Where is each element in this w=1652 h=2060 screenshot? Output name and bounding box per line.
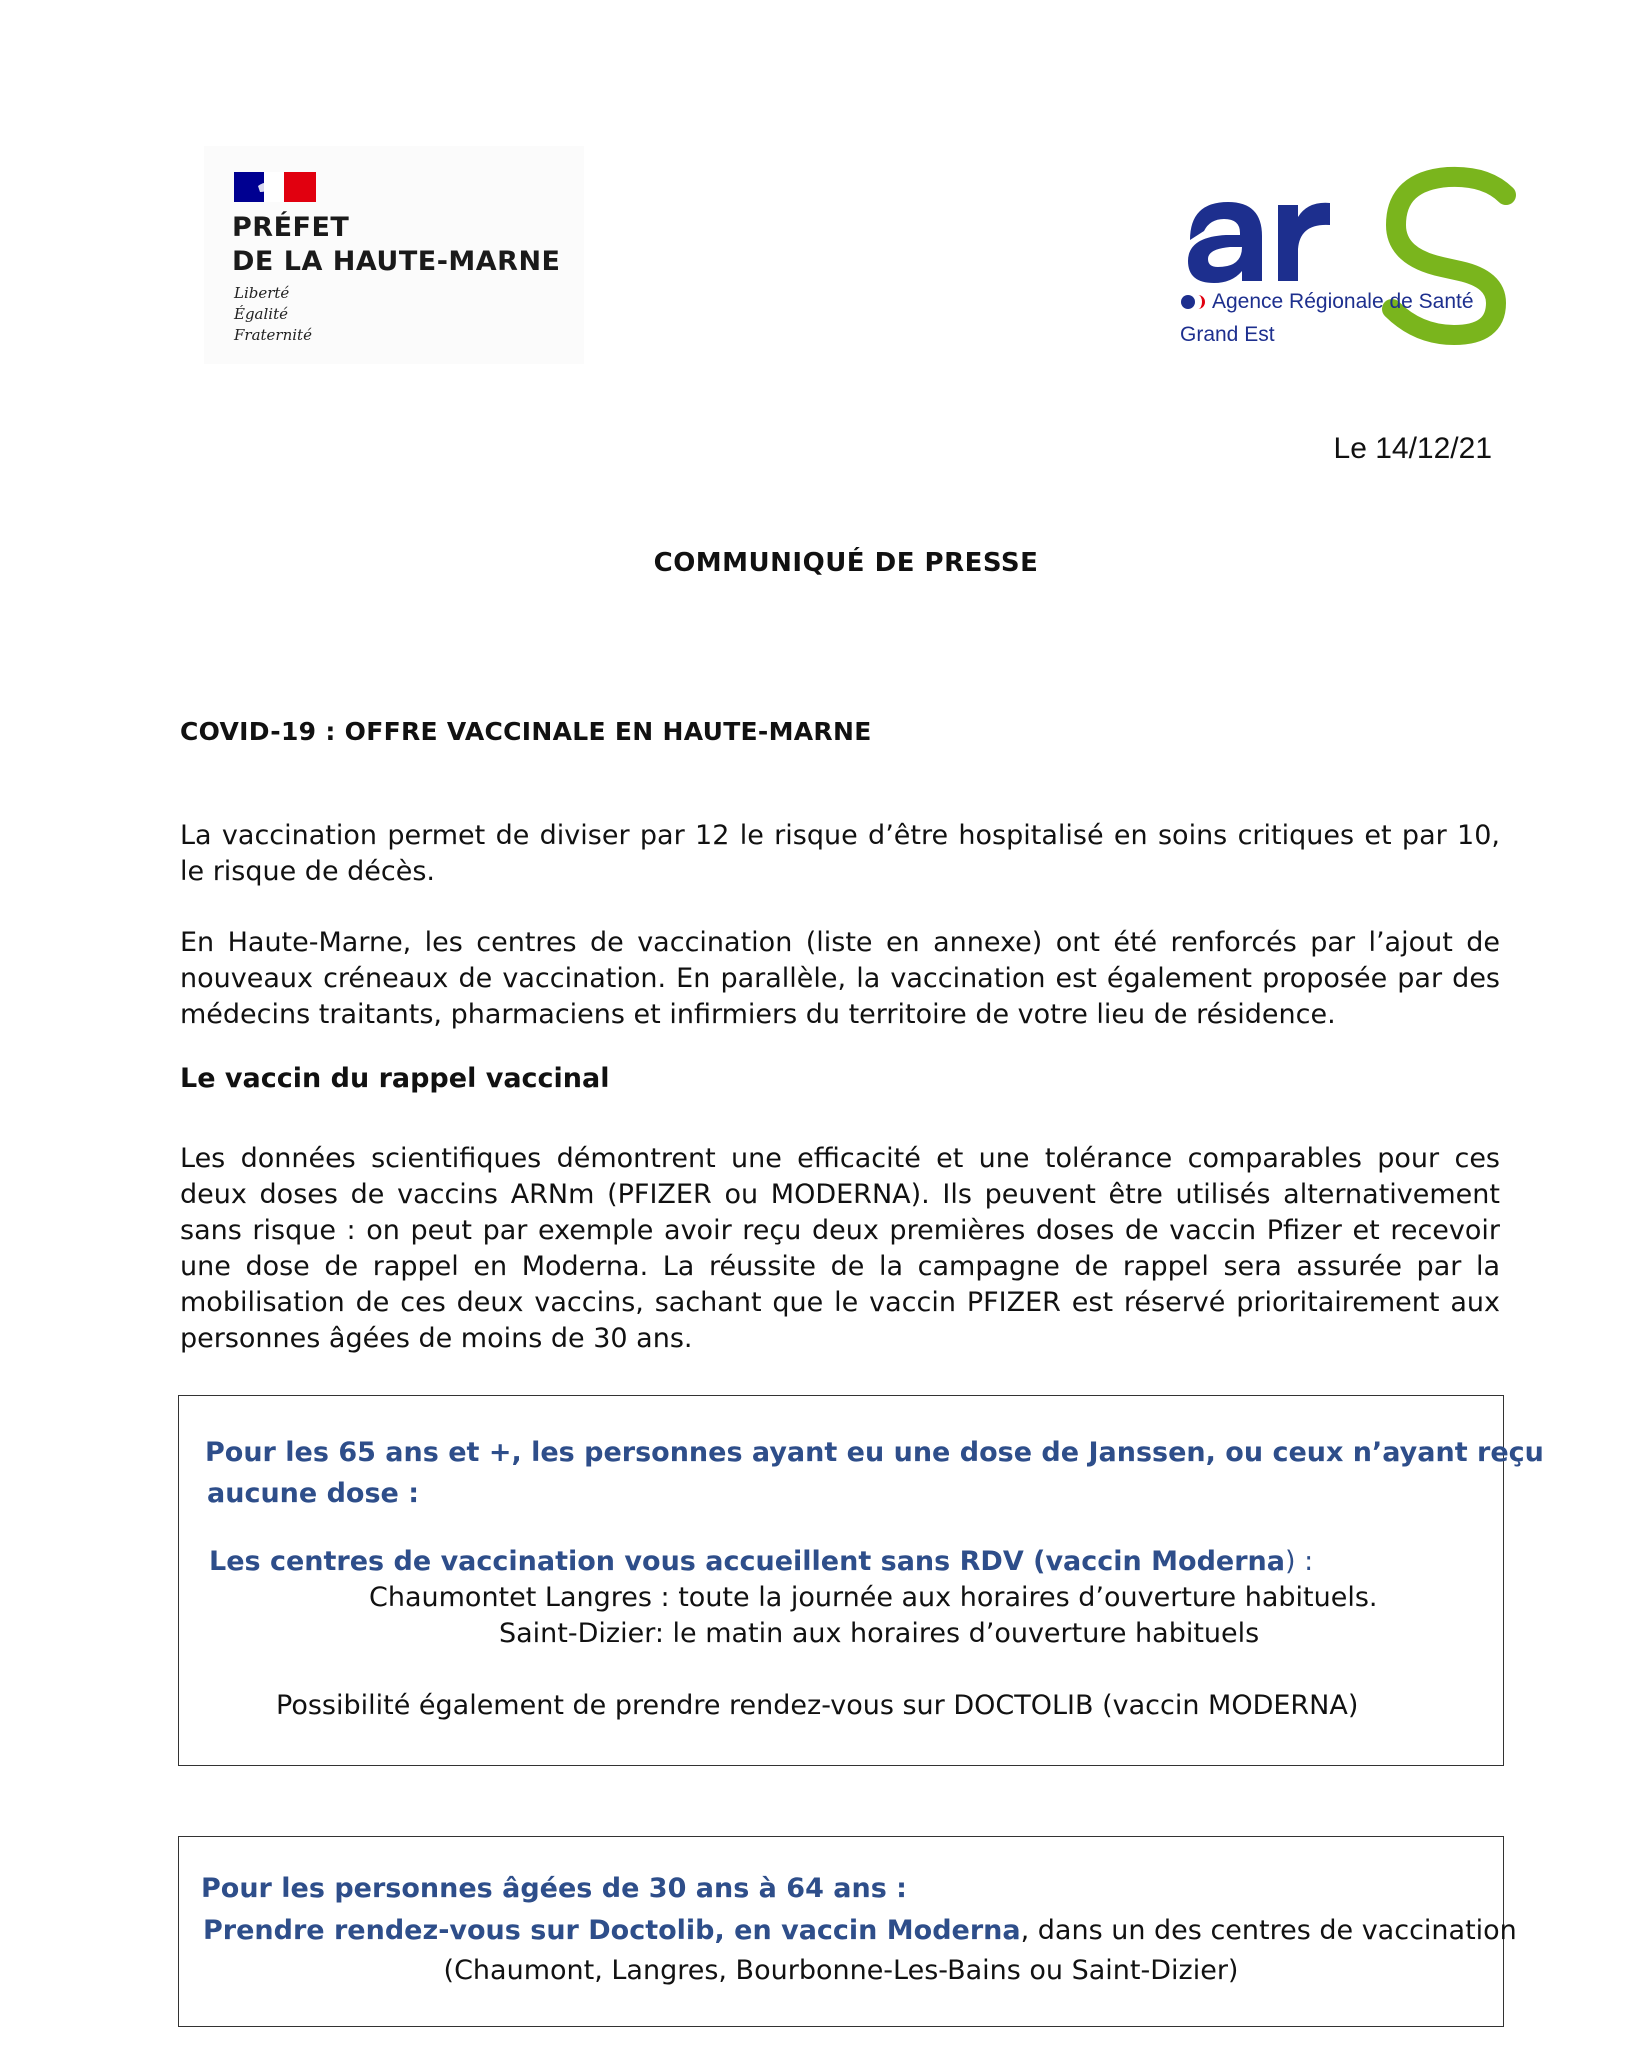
paragraph-risk: La vaccination permet de diviser par 12 le risque d’être hospitalisé en soins critiques et par 10, le risque de décès. xyxy=(180,820,1500,887)
box1-title-line1: Pour les 65 ans et +, les personnes ayant eu une dose de Janssen, ou ceux n’ayant reçu xyxy=(205,1437,1544,1468)
ars-logo xyxy=(1150,165,1510,385)
press-release-heading: COMMUNIQUÉ DE PRESSE xyxy=(653,548,1039,578)
ars-region: Grand Est xyxy=(1180,323,1275,346)
box1-centres-rest: ) : xyxy=(1284,1546,1314,1577)
prefet-motto-egalite: Égalité xyxy=(234,305,288,323)
french-flag-icon xyxy=(234,172,316,202)
info-box-30-64 xyxy=(178,1836,1517,2027)
ars-wordmark-icon xyxy=(1180,185,1380,285)
document-title: COVID-19 : OFFRE VACCINALE EN HAUTE-MARNE xyxy=(180,717,872,746)
box1-chaumont-langres: Chaumontet Langres : toute la journée aux horaires d’ouverture habituels. xyxy=(369,1582,1378,1613)
ars-agency-name: Agence Régionale de Santé xyxy=(1212,290,1474,313)
paragraph-centres: En Haute-Marne, les centres de vaccination (liste en annexe) ont été renforcés par l’ajout de nouveaux créneaux de vaccination. En parallèle, la vaccination est également proposée par des médecins traitants, pharmaciens et infirmiers du territoire de votre lieu de résidence. xyxy=(180,927,1500,1030)
box2-doctolib-bold: Prendre rendez-vous sur Doctolib, en vaccin Moderna xyxy=(203,1915,1021,1946)
box2-doctolib-line xyxy=(203,1913,1517,1949)
box1-centres-line xyxy=(209,1544,1313,1580)
prefet-motto-fraternite: Fraternité xyxy=(234,326,312,344)
box1-title-line2: aucune dose : xyxy=(207,1478,420,1509)
info-box-65-plus xyxy=(178,1395,1544,1766)
prefet-motto-liberte: Liberté xyxy=(234,284,290,302)
section-heading-booster: Le vaccin du rappel vaccinal xyxy=(180,1063,610,1094)
prefet-title-line2: DE LA HAUTE-MARNE xyxy=(232,246,561,277)
box2-centres-list: (Chaumont, Langres, Bourbonne-Les-Bains ou Saint-Dizier) xyxy=(443,1955,1239,1986)
document-date: Le 14/12/21 xyxy=(1333,432,1492,465)
box1-saint-dizier: Saint-Dizier: le matin aux horaires d’ouverture habituels xyxy=(499,1618,1260,1649)
ars-dots-icon xyxy=(1180,293,1210,311)
prefet-logo xyxy=(204,146,584,364)
box1-centres-bold: Les centres de vaccination vous accueillent sans RDV (vaccin Moderna xyxy=(209,1546,1285,1577)
box2-doctolib-rest: , dans un des centres de vaccination xyxy=(1020,1915,1517,1946)
ars-s-icon xyxy=(1368,165,1518,375)
box2-title: Pour les personnes âgées de 30 ans à 64 ans : xyxy=(201,1873,907,1904)
paragraph-booster: Les données scientifiques démontrent une efficacité et une tolérance comparables pour ces deux doses de vaccins ARNm (PFIZER ou MODERNA). Ils peuvent être utilisés alternativement sans risque : on peut par exemple avoir reçu deux premières doses de vaccin Pfizer et recevoir une dose de rappel en Moderna. La réussite de la campagne de rappel sera assurée par la mobilisation de ces deux vaccins, sachant que le vaccin PFIZER est réservé prioritairement aux personnes âgées de moins de 30 ans. xyxy=(180,1143,1500,1354)
box1-doctolib: Possibilité également de prendre rendez-vous sur DOCTOLIB (vaccin MODERNA) xyxy=(276,1690,1359,1721)
prefet-title-line1: PRÉFET xyxy=(232,212,350,243)
